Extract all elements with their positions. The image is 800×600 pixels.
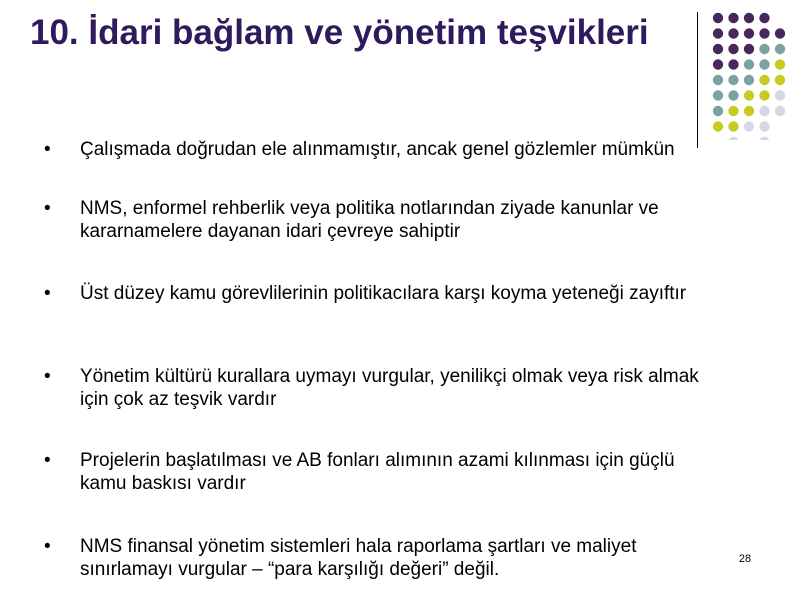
decorative-dot — [728, 59, 738, 69]
decorative-dot — [759, 28, 769, 38]
decorative-dot — [759, 44, 769, 54]
decorative-dot — [728, 44, 738, 54]
bullet-dot-icon: • — [44, 536, 51, 557]
bullet-dot-icon: • — [44, 283, 51, 304]
decorative-dot — [744, 28, 754, 38]
decorative-dot — [775, 75, 785, 85]
bullet-item — [44, 197, 704, 243]
bullet-text: NMS finansal yönetim sistemleri hala raporlama şartları ve maliyet sınırlamayı vurgular – “para karşılığı değeri” değil. — [80, 536, 637, 580]
bullet-item — [44, 449, 704, 495]
decorative-dot — [744, 44, 754, 54]
decorative-dot — [728, 90, 738, 100]
decorative-dot — [759, 59, 769, 69]
decorative-dot — [713, 75, 723, 85]
decorative-dot — [728, 121, 738, 131]
decorative-dot — [744, 106, 754, 116]
decorative-dot — [744, 13, 754, 23]
decorative-dot — [713, 28, 723, 38]
decorative-dot — [713, 121, 723, 131]
decorative-dot — [775, 28, 785, 38]
decorative-dot — [713, 13, 723, 23]
decorative-dot — [728, 13, 738, 23]
decorative-dot — [728, 106, 738, 116]
decorative-dot — [744, 90, 754, 100]
bullet-dot-icon: • — [44, 139, 51, 160]
bullet-item — [44, 138, 704, 161]
decorative-dot — [775, 106, 785, 116]
decorative-dot — [775, 90, 785, 100]
bullet-text: Yönetim kültürü kurallara uymayı vurgular, yenilikçi olmak veya risk almak için çok az teşvik vardır — [80, 366, 699, 410]
decorative-dot — [775, 59, 785, 69]
slide-title: 10. İdari bağlam ve yönetim teşvikleri — [30, 13, 649, 52]
decorative-dot — [713, 44, 723, 54]
decorative-dot — [713, 90, 723, 100]
decorative-dot — [759, 13, 769, 23]
decorative-dot — [759, 75, 769, 85]
decorative-dot — [728, 137, 738, 140]
decorative-dot — [759, 121, 769, 131]
decorative-dot — [713, 106, 723, 116]
decorative-dot — [744, 59, 754, 69]
divider-line — [697, 12, 698, 148]
bullet-item — [44, 535, 704, 581]
decorative-dot — [759, 106, 769, 116]
bullet-item — [44, 365, 704, 411]
decorative-dot — [728, 28, 738, 38]
decorative-dot — [728, 75, 738, 85]
bullet-text: NMS, enformel rehberlik veya politika notlarından ziyade kanunlar ve kararnamelere dayanan idari çevreye sahiptir — [80, 198, 659, 242]
bullet-dot-icon: • — [44, 366, 51, 387]
bullet-text: Çalışmada doğrudan ele alınmamıştır, ancak genel gözlemler mümkün — [80, 139, 675, 160]
bullet-item — [44, 282, 704, 305]
bullet-text: Üst düzey kamu görevlilerinin politikacılara karşı koyma yeteneği zayıftır — [80, 283, 687, 304]
decorative-dot — [775, 44, 785, 54]
page-number: 28 — [738, 553, 752, 565]
decorative-dot — [759, 90, 769, 100]
bullet-text: Projelerin başlatılması ve AB fonları alımının azami kılınması için güçlü kamu baskısı vardır — [80, 450, 675, 494]
decorative-dot — [713, 59, 723, 69]
bullet-dot-icon: • — [44, 450, 51, 471]
decorative-dot — [759, 137, 769, 140]
bullet-dot-icon: • — [44, 198, 51, 219]
decorative-dot — [744, 75, 754, 85]
decorative-dot — [744, 121, 754, 131]
